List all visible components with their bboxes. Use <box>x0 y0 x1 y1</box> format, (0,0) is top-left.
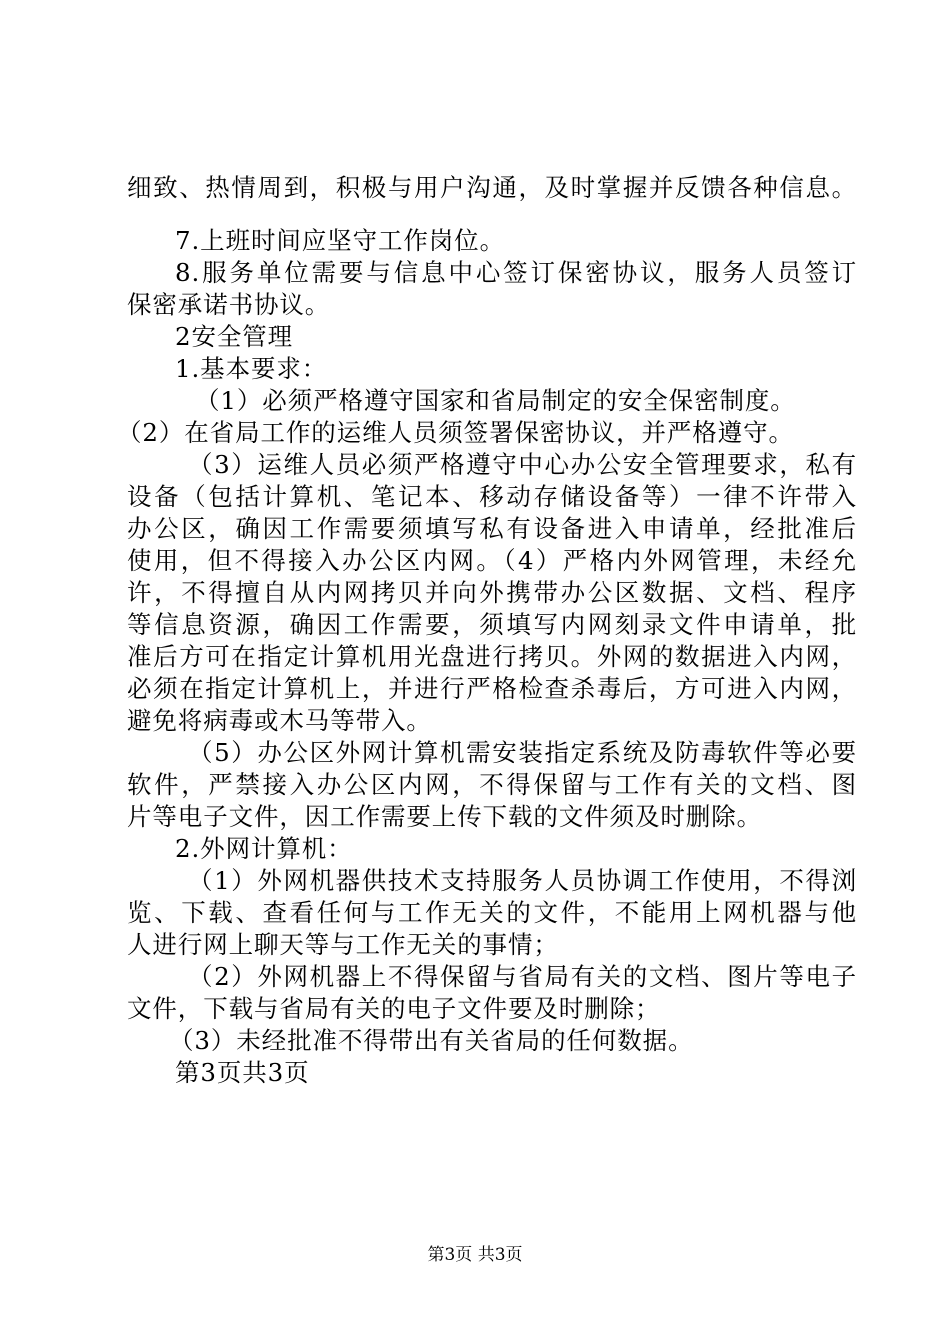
text-line: 准后方可在指定计算机用光盘进行拷贝。外网的数据进入内网， <box>127 642 857 671</box>
text-line: 7.上班时间应坚守工作岗位。 <box>175 226 505 255</box>
text-line: 细致、热情周到，积极与用户沟通，及时掌握并反馈各种信息。 <box>127 173 857 202</box>
text-line: 8.服务单位需要与信息中心签订保密协议，服务人员签订 <box>175 258 857 287</box>
text-line: （3）未经批准不得带出有关省局的任何数据。 <box>169 1026 694 1055</box>
text-line: 软件，严禁接入办公区内网，不得保留与工作有关的文档、图 <box>127 770 857 799</box>
text-line: 等信息资源，确因工作需要，须填写内网刻录文件申请单，批 <box>127 610 857 639</box>
text-line: （1）外网机器供技术支持服务人员协调工作使用，不得浏 <box>188 866 857 895</box>
text-line: （2）在省局工作的运维人员须签署保密协议，并严格遵守。 <box>117 418 794 447</box>
text-line: 览、下载、查看任何与工作无关的文件，不能用上网机器与他 <box>127 898 857 927</box>
text-line: 必须在指定计算机上，并进行严格检查杀毒后，方可进入内网， <box>127 674 857 703</box>
text-line: 片等电子文件，因工作需要上传下载的文件须及时删除。 <box>127 802 762 831</box>
text-line: 办公区，确因工作需要须填写私有设备进入申请单，经批准后 <box>127 514 857 543</box>
document-body <box>117 172 857 1089</box>
text-line: 人进行网上聊天等与工作无关的事情； <box>127 930 559 959</box>
text-line: 许，不得擅自从内网拷贝并向外携带办公区数据、文档、程序 <box>127 578 857 607</box>
page-number-inline: 第3页共3页 <box>175 1058 310 1087</box>
subsection-heading: 1.基本要求： <box>175 354 328 383</box>
text-line: 文件，下载与省局有关的电子文件要及时删除； <box>127 994 661 1023</box>
page-footer: 第3页 共3页 <box>427 1245 523 1265</box>
section-heading: 2安全管理 <box>175 322 294 351</box>
text-line: （5）办公区外网计算机需安装指定系统及防毒软件等必要 <box>188 738 857 767</box>
text-line: 避免将病毒或木马等带入。 <box>127 706 432 735</box>
text-line: （3）运维人员必须严格遵守中心办公安全管理要求，私有 <box>188 450 857 479</box>
text-line: 设备（包括计算机、笔记本、移动存储设备等）一律不许带入 <box>127 482 857 511</box>
text-line: （1）必须严格遵守国家和省局制定的安全保密制度。 <box>195 386 796 415</box>
text-line: （2）外网机器上不得保留与省局有关的文档、图片等电子 <box>188 962 857 991</box>
text-line: 使用，但不得接入办公区内网。（4）严格内外网管理，未经允 <box>127 546 857 575</box>
subsection-heading: 2.外网计算机： <box>175 834 353 863</box>
text-line: 保密承诺书协议。 <box>127 290 331 319</box>
